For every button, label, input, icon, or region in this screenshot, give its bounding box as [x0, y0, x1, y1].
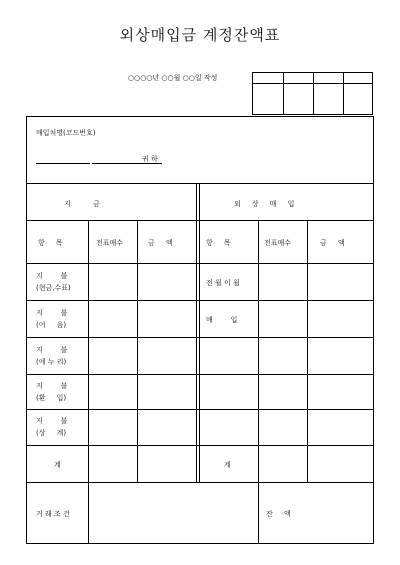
- row-divider: [26, 220, 374, 221]
- approval-divider: [343, 73, 344, 114]
- row-divider: [26, 183, 374, 184]
- col-divider: [137, 220, 138, 482]
- row-divider: [26, 445, 374, 446]
- col-header-count: 전표매수: [264, 239, 292, 247]
- right-total-label: 계: [224, 461, 231, 469]
- row-divider: [26, 263, 374, 264]
- balance-label: 잔 액: [266, 510, 291, 518]
- payment-row-label: 지 불: [36, 309, 68, 317]
- approval-divider: [313, 73, 314, 114]
- left-total-label: 계: [54, 461, 61, 469]
- document-title: 외상매입금 계정잔액표: [119, 26, 281, 44]
- payment-row-label: 지 불: [36, 346, 68, 354]
- col-header-item: 항 목: [206, 239, 231, 247]
- payment-row-sublabel: (현금,수표): [36, 284, 71, 292]
- payment-row-label: 지 불: [36, 417, 68, 425]
- col-divider: [258, 220, 259, 544]
- col-header-count: 전표매수: [96, 239, 124, 247]
- payment-row-sublabel: (상 계): [36, 429, 67, 437]
- col-divider: [88, 220, 89, 544]
- row-divider: [26, 337, 374, 338]
- buyer-label: 매입처명(코드번호): [36, 129, 96, 137]
- row-divider: [26, 300, 374, 301]
- buyer-name-line: [36, 163, 90, 164]
- payment-row-sublabel: (에 누 리): [36, 358, 67, 366]
- purchase-row-label: 매 입: [206, 316, 238, 324]
- row-divider: [26, 374, 374, 375]
- section-divider: [196, 183, 200, 482]
- payment-row-label: 지 불: [36, 272, 68, 280]
- row-divider: [26, 482, 374, 483]
- approval-box: [252, 72, 373, 115]
- col-header-amount: 금 액: [320, 239, 345, 247]
- section-left-header: 지 금: [64, 200, 100, 208]
- payment-row-sublabel: (어 음): [36, 321, 67, 329]
- buyer-suffix: 귀 하: [142, 155, 158, 163]
- col-header-item: 항 목: [38, 239, 63, 247]
- payment-row-label: 지 불: [36, 382, 68, 390]
- col-divider: [307, 220, 308, 482]
- approval-divider: [283, 73, 284, 114]
- payment-row-sublabel: (환 입): [36, 394, 67, 402]
- ledger-table-frame: [26, 116, 374, 544]
- terms-label: 거 래 조 건: [36, 510, 70, 518]
- col-header-amount: 금 액: [148, 239, 173, 247]
- purchase-row-label: 전 월 이 월: [206, 279, 240, 287]
- section-right-header: 외 상 매 입: [234, 200, 295, 208]
- date-line: ○○○○년 ○○월 ○○일 작성: [128, 74, 218, 82]
- row-divider: [26, 409, 374, 410]
